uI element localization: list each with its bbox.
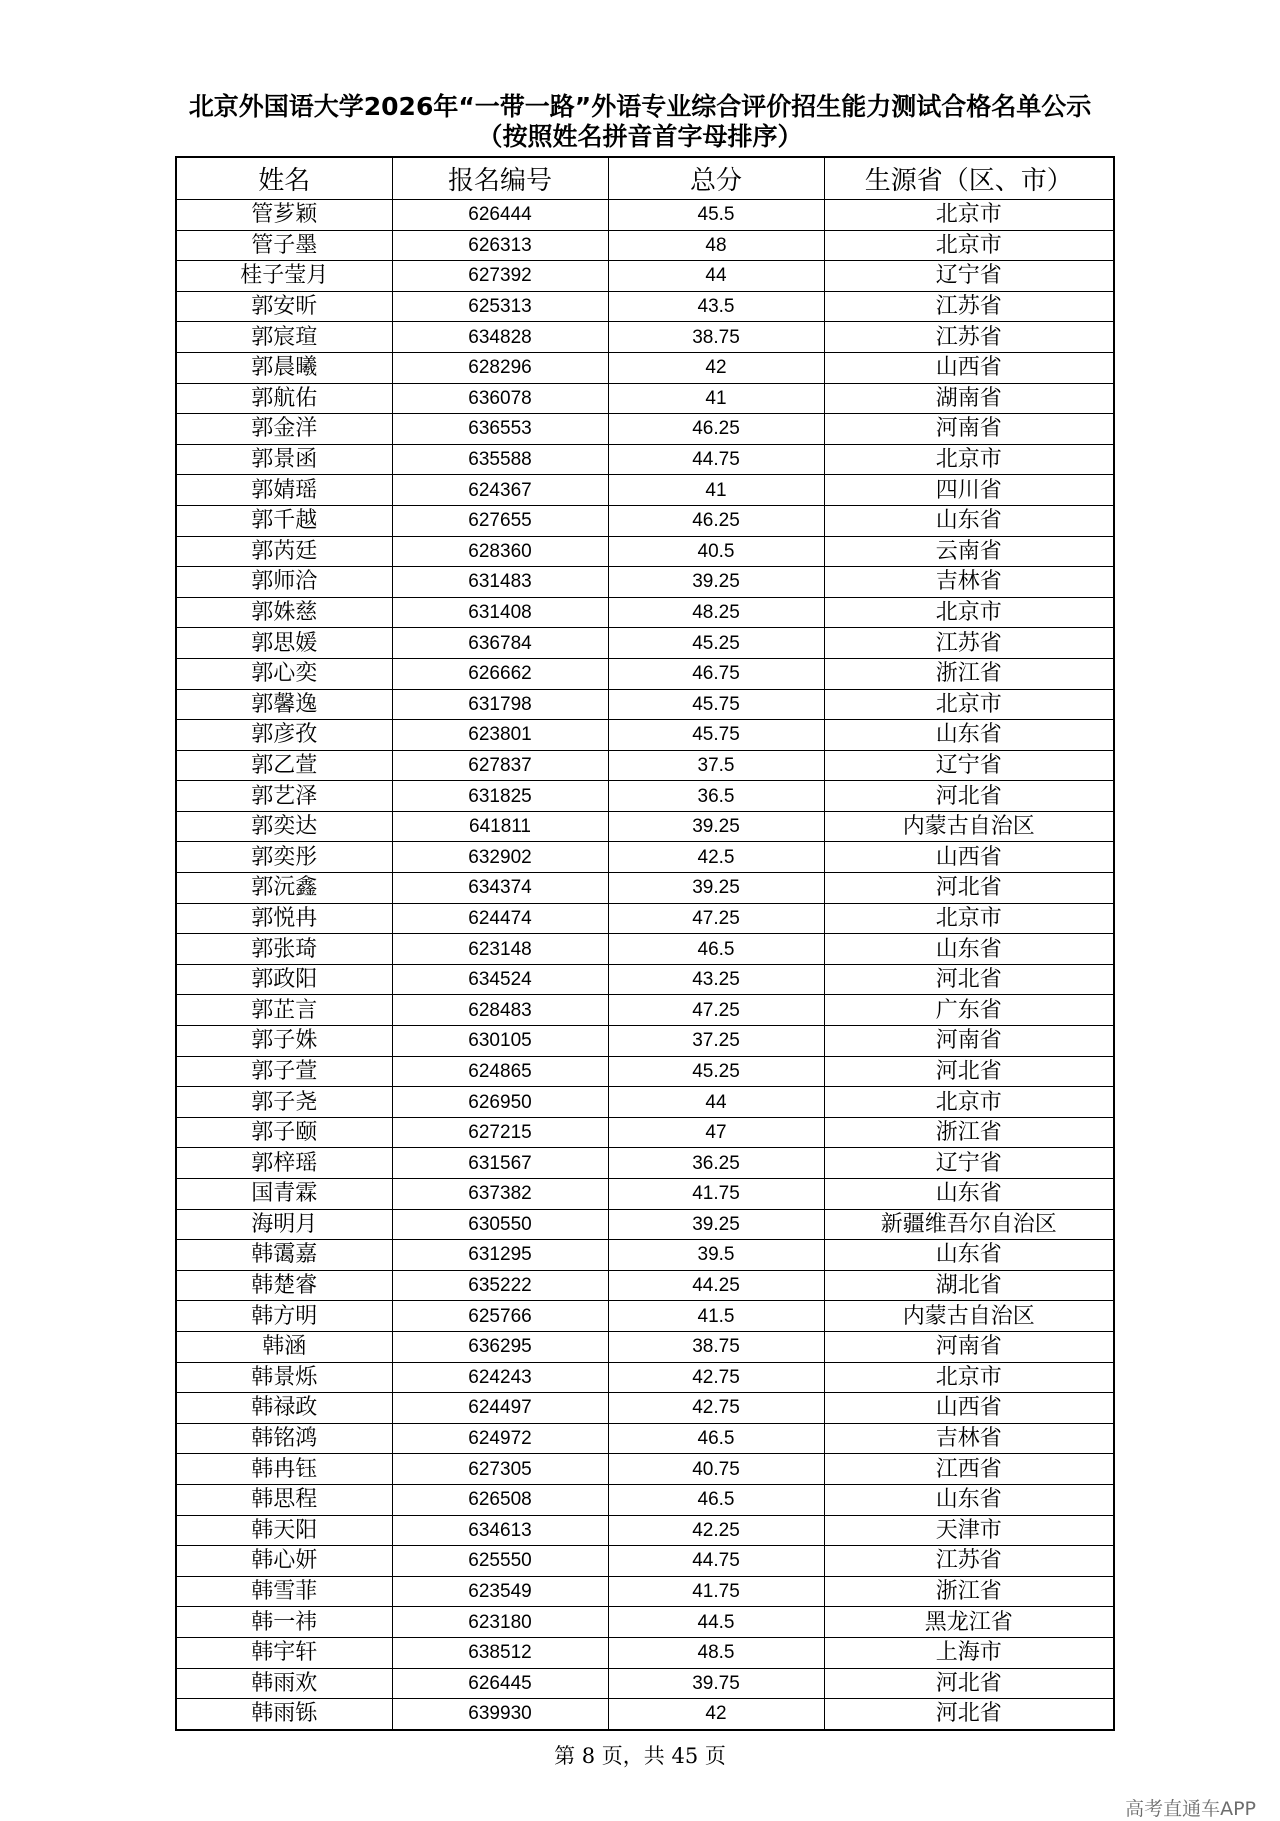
cell-registration-id: 636295 (392, 1331, 608, 1362)
table-row (176, 964, 1114, 995)
cell-registration-id: 623801 (392, 720, 608, 751)
table-header-row (176, 157, 1114, 200)
cell-registration-id: 631408 (392, 597, 608, 628)
cell-name: 韩雨铄 (176, 1699, 392, 1730)
cell-name: 管子墨 (176, 230, 392, 261)
cell-province: 山东省 (824, 1484, 1114, 1515)
cell-total-score: 46.5 (608, 1484, 824, 1515)
cell-registration-id: 638512 (392, 1637, 608, 1668)
cell-name: 郭婧瑶 (176, 475, 392, 506)
table-row (176, 352, 1114, 383)
cell-total-score: 42.75 (608, 1393, 824, 1424)
cell-name: 国青霖 (176, 1179, 392, 1210)
cell-province: 广东省 (824, 995, 1114, 1026)
cell-total-score: 45.75 (608, 689, 824, 720)
table-row (176, 995, 1114, 1026)
cell-registration-id: 631825 (392, 781, 608, 812)
cell-total-score: 37.25 (608, 1026, 824, 1057)
table-row (176, 1362, 1114, 1393)
cell-registration-id: 636784 (392, 628, 608, 659)
cell-name: 郭航佑 (176, 383, 392, 414)
cell-province: 河北省 (824, 1056, 1114, 1087)
column-header-id: 报名编号 (392, 157, 608, 200)
table-row (176, 1546, 1114, 1577)
cell-name: 郭芮廷 (176, 536, 392, 567)
cell-name: 郭奕达 (176, 811, 392, 842)
cell-registration-id: 634613 (392, 1515, 608, 1546)
column-header-name: 姓名 (176, 157, 392, 200)
table-row (176, 1301, 1114, 1332)
cell-registration-id: 625313 (392, 291, 608, 322)
cell-total-score: 37.5 (608, 750, 824, 781)
cell-total-score: 36.5 (608, 781, 824, 812)
table-row (176, 628, 1114, 659)
cell-name: 韩楚睿 (176, 1270, 392, 1301)
cell-total-score: 38.75 (608, 1331, 824, 1362)
cell-province: 山东省 (824, 1179, 1114, 1210)
cell-total-score: 39.25 (608, 811, 824, 842)
table-row (176, 597, 1114, 628)
table-row (176, 414, 1114, 445)
cell-total-score: 36.25 (608, 1148, 824, 1179)
table-row (176, 383, 1114, 414)
cell-province: 河北省 (824, 964, 1114, 995)
cell-name: 郭梓瑶 (176, 1148, 392, 1179)
cell-registration-id: 623549 (392, 1576, 608, 1607)
cell-total-score: 46.25 (608, 505, 824, 536)
table-row (176, 505, 1114, 536)
cell-registration-id: 625766 (392, 1301, 608, 1332)
cell-province: 北京市 (824, 200, 1114, 231)
cell-province: 北京市 (824, 444, 1114, 475)
cell-registration-id: 634524 (392, 964, 608, 995)
table-row (176, 720, 1114, 751)
cell-province: 湖北省 (824, 1270, 1114, 1301)
cell-registration-id: 630550 (392, 1209, 608, 1240)
table-row (176, 658, 1114, 689)
cell-total-score: 41 (608, 383, 824, 414)
cell-province: 山西省 (824, 842, 1114, 873)
cell-province: 山西省 (824, 1393, 1114, 1424)
cell-registration-id: 626444 (392, 200, 608, 231)
cell-total-score: 42.75 (608, 1362, 824, 1393)
cell-total-score: 43.5 (608, 291, 824, 322)
cell-name: 郭思媛 (176, 628, 392, 659)
cell-name: 韩雪菲 (176, 1576, 392, 1607)
cell-registration-id: 626950 (392, 1087, 608, 1118)
table-row (176, 934, 1114, 965)
cell-registration-id: 634374 (392, 873, 608, 904)
cell-name: 郭馨逸 (176, 689, 392, 720)
cell-total-score: 46.5 (608, 934, 824, 965)
cell-name: 郭沅鑫 (176, 873, 392, 904)
cell-name: 郭艺泽 (176, 781, 392, 812)
cell-total-score: 44.25 (608, 1270, 824, 1301)
cell-name: 郭乙萱 (176, 750, 392, 781)
cell-name: 郭景函 (176, 444, 392, 475)
cell-province: 江苏省 (824, 1546, 1114, 1577)
cell-province: 山西省 (824, 352, 1114, 383)
table-row (176, 1607, 1114, 1638)
table-row (176, 811, 1114, 842)
cell-name: 桂子莹月 (176, 261, 392, 292)
table-row (176, 1240, 1114, 1271)
cell-registration-id: 634828 (392, 322, 608, 353)
table-row (176, 689, 1114, 720)
cell-province: 浙江省 (824, 1576, 1114, 1607)
cell-total-score: 39.25 (608, 1209, 824, 1240)
cell-province: 内蒙古自治区 (824, 811, 1114, 842)
cell-total-score: 47.25 (608, 903, 824, 934)
cell-registration-id: 624243 (392, 1362, 608, 1393)
cell-name: 韩景烁 (176, 1362, 392, 1393)
cell-total-score: 39.25 (608, 567, 824, 598)
cell-registration-id: 631295 (392, 1240, 608, 1271)
cell-name: 韩宇轩 (176, 1637, 392, 1668)
cell-total-score: 46.25 (608, 414, 824, 445)
cell-total-score: 45.75 (608, 720, 824, 751)
cell-name: 郭宸瑄 (176, 322, 392, 353)
cell-registration-id: 631567 (392, 1148, 608, 1179)
cell-province: 辽宁省 (824, 750, 1114, 781)
cell-province: 江西省 (824, 1454, 1114, 1485)
cell-name: 郭师洽 (176, 567, 392, 598)
cell-name: 郭子尧 (176, 1087, 392, 1118)
table-row (176, 1179, 1114, 1210)
cell-province: 河北省 (824, 873, 1114, 904)
cell-province: 吉林省 (824, 567, 1114, 598)
cell-province: 吉林省 (824, 1423, 1114, 1454)
table-row (176, 1699, 1114, 1730)
cell-province: 上海市 (824, 1637, 1114, 1668)
table-row (176, 322, 1114, 353)
table-row (176, 230, 1114, 261)
cell-total-score: 44.75 (608, 1546, 824, 1577)
cell-total-score: 46.5 (608, 1423, 824, 1454)
cell-total-score: 47.25 (608, 995, 824, 1026)
cell-total-score: 39.25 (608, 873, 824, 904)
cell-registration-id: 635222 (392, 1270, 608, 1301)
cell-registration-id: 624497 (392, 1393, 608, 1424)
cell-total-score: 45.25 (608, 628, 824, 659)
cell-province: 浙江省 (824, 1117, 1114, 1148)
cell-total-score: 42.25 (608, 1515, 824, 1546)
cell-registration-id: 632902 (392, 842, 608, 873)
table-row (176, 444, 1114, 475)
cell-province: 河南省 (824, 1026, 1114, 1057)
page-footer: 第 8 页，共 45 页 (554, 1744, 726, 1768)
table-row (176, 1117, 1114, 1148)
cell-total-score: 39.5 (608, 1240, 824, 1271)
cell-name: 郭心奕 (176, 658, 392, 689)
cell-registration-id: 624972 (392, 1423, 608, 1454)
cell-registration-id: 626662 (392, 658, 608, 689)
table-row (176, 536, 1114, 567)
cell-registration-id: 631798 (392, 689, 608, 720)
table-row (176, 1515, 1114, 1546)
cell-province: 云南省 (824, 536, 1114, 567)
cell-province: 山东省 (824, 505, 1114, 536)
cell-total-score: 41.75 (608, 1179, 824, 1210)
cell-name: 郭政阳 (176, 964, 392, 995)
cell-province: 江苏省 (824, 628, 1114, 659)
cell-province: 内蒙古自治区 (824, 1301, 1114, 1332)
cell-registration-id: 631483 (392, 567, 608, 598)
cell-registration-id: 625550 (392, 1546, 608, 1577)
cell-total-score: 38.75 (608, 322, 824, 353)
cell-registration-id: 630105 (392, 1026, 608, 1057)
cell-registration-id: 639930 (392, 1699, 608, 1730)
results-table (175, 156, 1115, 1731)
table-row (176, 1454, 1114, 1485)
table-row (176, 1026, 1114, 1057)
cell-name: 郭晨曦 (176, 352, 392, 383)
watermark: 高考直通车APP (1125, 1798, 1256, 1820)
cell-total-score: 44 (608, 261, 824, 292)
cell-registration-id: 628296 (392, 352, 608, 383)
cell-name: 韩霭嘉 (176, 1240, 392, 1271)
cell-registration-id: 626445 (392, 1668, 608, 1699)
cell-registration-id: 627305 (392, 1454, 608, 1485)
cell-name: 管芗颖 (176, 200, 392, 231)
cell-registration-id: 635588 (392, 444, 608, 475)
cell-total-score: 42.5 (608, 842, 824, 873)
table-row (176, 842, 1114, 873)
cell-registration-id: 637382 (392, 1179, 608, 1210)
cell-total-score: 41.5 (608, 1301, 824, 1332)
cell-name: 韩方明 (176, 1301, 392, 1332)
cell-registration-id: 624367 (392, 475, 608, 506)
cell-name: 郭子姝 (176, 1026, 392, 1057)
cell-province: 河南省 (824, 1331, 1114, 1362)
cell-total-score: 43.25 (608, 964, 824, 995)
cell-name: 郭姝慈 (176, 597, 392, 628)
table-row (176, 1576, 1114, 1607)
cell-total-score: 48 (608, 230, 824, 261)
cell-total-score: 39.75 (608, 1668, 824, 1699)
table-row (176, 1087, 1114, 1118)
table-row (176, 1148, 1114, 1179)
cell-name: 韩心妍 (176, 1546, 392, 1577)
cell-registration-id: 628360 (392, 536, 608, 567)
cell-total-score: 44 (608, 1087, 824, 1118)
cell-name: 韩禄政 (176, 1393, 392, 1424)
cell-province: 四川省 (824, 475, 1114, 506)
cell-total-score: 42 (608, 1699, 824, 1730)
cell-province: 山东省 (824, 1240, 1114, 1271)
cell-registration-id: 627215 (392, 1117, 608, 1148)
cell-province: 北京市 (824, 903, 1114, 934)
cell-province: 北京市 (824, 1362, 1114, 1393)
cell-total-score: 40.75 (608, 1454, 824, 1485)
cell-name: 郭芷言 (176, 995, 392, 1026)
cell-province: 辽宁省 (824, 1148, 1114, 1179)
cell-name: 韩雨欢 (176, 1668, 392, 1699)
table-row (176, 1056, 1114, 1087)
cell-name: 韩思程 (176, 1484, 392, 1515)
cell-total-score: 45.5 (608, 200, 824, 231)
cell-province: 北京市 (824, 689, 1114, 720)
table-row (176, 750, 1114, 781)
cell-total-score: 41.75 (608, 1576, 824, 1607)
cell-province: 河北省 (824, 1699, 1114, 1730)
cell-registration-id: 628483 (392, 995, 608, 1026)
cell-total-score: 48.25 (608, 597, 824, 628)
cell-registration-id: 623180 (392, 1607, 608, 1638)
cell-name: 郭奕彤 (176, 842, 392, 873)
cell-total-score: 42 (608, 352, 824, 383)
cell-province: 北京市 (824, 1087, 1114, 1118)
cell-registration-id: 624865 (392, 1056, 608, 1087)
cell-province: 江苏省 (824, 291, 1114, 322)
cell-name: 韩涵 (176, 1331, 392, 1362)
cell-registration-id: 627392 (392, 261, 608, 292)
table-row (176, 1637, 1114, 1668)
cell-name: 海明月 (176, 1209, 392, 1240)
table-row (176, 291, 1114, 322)
cell-registration-id: 623148 (392, 934, 608, 965)
cell-total-score: 44.5 (608, 1607, 824, 1638)
cell-total-score: 44.75 (608, 444, 824, 475)
cell-province: 黑龙江省 (824, 1607, 1114, 1638)
table-row (176, 475, 1114, 506)
cell-name: 韩冉钰 (176, 1454, 392, 1485)
cell-total-score: 47 (608, 1117, 824, 1148)
table-row (176, 1270, 1114, 1301)
table-row (176, 1331, 1114, 1362)
table-row (176, 1668, 1114, 1699)
cell-name: 郭悦冉 (176, 903, 392, 934)
table-row (176, 1484, 1114, 1515)
cell-registration-id: 626313 (392, 230, 608, 261)
document-title: 北京外国语大学2026年“一带一路”外语专业综合评价招生能力测试合格名单公示 (188, 92, 1092, 121)
table-row (176, 261, 1114, 292)
cell-province: 北京市 (824, 597, 1114, 628)
cell-name: 郭安昕 (176, 291, 392, 322)
cell-province: 河南省 (824, 414, 1114, 445)
cell-total-score: 40.5 (608, 536, 824, 567)
cell-province: 浙江省 (824, 658, 1114, 689)
table-row (176, 903, 1114, 934)
cell-registration-id: 641811 (392, 811, 608, 842)
cell-total-score: 46.75 (608, 658, 824, 689)
cell-province: 北京市 (824, 230, 1114, 261)
table-row (176, 200, 1114, 231)
cell-total-score: 41 (608, 475, 824, 506)
table-row (176, 1423, 1114, 1454)
cell-province: 新疆维吾尔自治区 (824, 1209, 1114, 1240)
table-row (176, 1209, 1114, 1240)
cell-name: 郭张琦 (176, 934, 392, 965)
cell-name: 韩一祎 (176, 1607, 392, 1638)
cell-province: 湖南省 (824, 383, 1114, 414)
cell-registration-id: 627655 (392, 505, 608, 536)
table-row (176, 873, 1114, 904)
cell-registration-id: 624474 (392, 903, 608, 934)
cell-name: 郭彦孜 (176, 720, 392, 751)
cell-province: 山东省 (824, 720, 1114, 751)
cell-registration-id: 627837 (392, 750, 608, 781)
cell-name: 郭金洋 (176, 414, 392, 445)
cell-province: 辽宁省 (824, 261, 1114, 292)
column-header-province: 生源省（区、市） (824, 157, 1114, 200)
table-row (176, 1393, 1114, 1424)
cell-name: 韩天阳 (176, 1515, 392, 1546)
cell-province: 河北省 (824, 1668, 1114, 1699)
cell-registration-id: 626508 (392, 1484, 608, 1515)
column-header-score: 总分 (608, 157, 824, 200)
cell-province: 山东省 (824, 934, 1114, 965)
table-row (176, 567, 1114, 598)
cell-province: 江苏省 (824, 322, 1114, 353)
table-row (176, 781, 1114, 812)
cell-name: 韩铭鸿 (176, 1423, 392, 1454)
cell-total-score: 48.5 (608, 1637, 824, 1668)
cell-registration-id: 636078 (392, 383, 608, 414)
cell-name: 郭子颐 (176, 1117, 392, 1148)
cell-province: 河北省 (824, 781, 1114, 812)
cell-name: 郭子萱 (176, 1056, 392, 1087)
cell-registration-id: 636553 (392, 414, 608, 445)
document-subtitle: （按照姓名拼音首字母排序） (477, 122, 803, 151)
cell-name: 郭千越 (176, 505, 392, 536)
cell-total-score: 45.25 (608, 1056, 824, 1087)
cell-province: 天津市 (824, 1515, 1114, 1546)
